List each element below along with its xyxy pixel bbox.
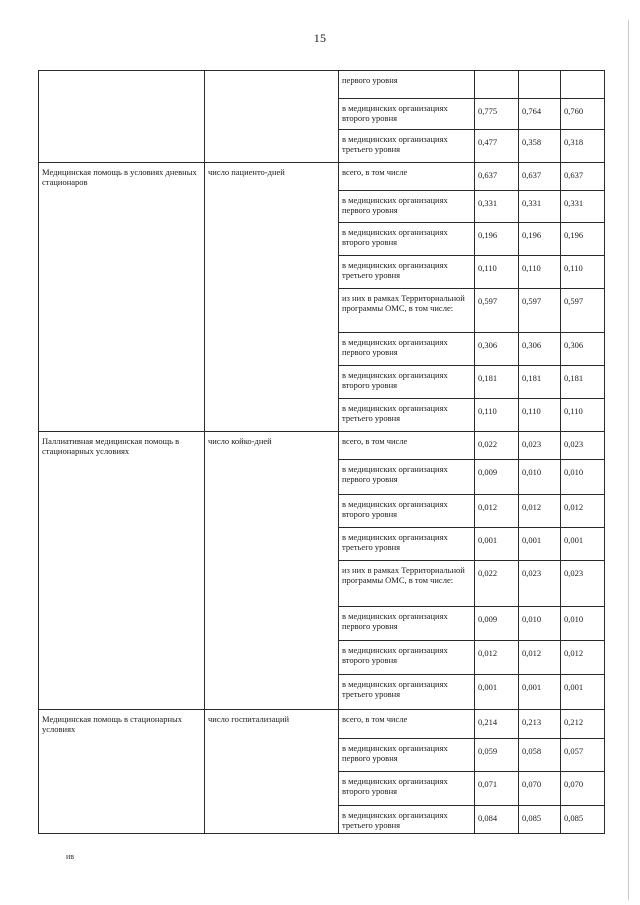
value-cell-1 [475, 71, 519, 99]
section-title: Медицинская помощь в стационарных условиях [39, 710, 205, 834]
volume-norms-table [38, 70, 605, 834]
value-cell-1: 0,071 [475, 772, 519, 806]
value-cell-3: 0,023 [561, 561, 605, 607]
category-cell: в медицинских организациях третьего уровня [339, 675, 475, 710]
value-cell-3: 0,196 [561, 223, 605, 256]
table-row [39, 71, 605, 99]
category-cell: в медицинских организациях третьего уровня [339, 256, 475, 289]
section-title: Медицинская помощь в условиях дневных стационаров [39, 163, 205, 432]
table-row [39, 710, 605, 739]
page-number: 15 [313, 31, 327, 45]
category-cell: в медицинских организациях первого уровня [339, 739, 475, 772]
value-cell-1: 0,181 [475, 366, 519, 399]
value-cell-3: 0,318 [561, 130, 605, 163]
category-cell: в медицинских организациях первого уровня [339, 460, 475, 495]
value-cell-2: 0,012 [519, 495, 561, 528]
value-cell-1: 0,012 [475, 495, 519, 528]
value-cell-2: 0,012 [519, 641, 561, 675]
category-cell: в медицинских организациях второго уровня [339, 223, 475, 256]
value-cell-2: 0,358 [519, 130, 561, 163]
value-cell-3: 0,010 [561, 607, 605, 641]
value-cell-2: 0,085 [519, 806, 561, 834]
value-cell-3 [561, 71, 605, 99]
category-cell: в медицинских организациях второго уровня [339, 641, 475, 675]
section-title: Паллиативная медицинская помощь в стационарных условиях [39, 432, 205, 710]
value-cell-3: 0,001 [561, 528, 605, 561]
category-cell: в медицинских организациях третьего уровня [339, 528, 475, 561]
category-cell: в медицинских организациях первого уровня [339, 333, 475, 366]
value-cell-3: 0,012 [561, 495, 605, 528]
value-cell-3: 0,010 [561, 460, 605, 495]
value-cell-1: 0,306 [475, 333, 519, 366]
value-cell-1: 0,084 [475, 806, 519, 834]
category-cell: в медицинских организациях второго уровня [339, 99, 475, 130]
value-cell-2: 0,110 [519, 256, 561, 289]
value-cell-1: 0,059 [475, 739, 519, 772]
value-cell-2: 0,213 [519, 710, 561, 739]
category-cell: всего, в том числе [339, 163, 475, 191]
value-cell-3: 0,110 [561, 399, 605, 432]
value-cell-1: 0,331 [475, 191, 519, 223]
category-cell: из них в рамках Территориальной программы ОМС, в том числе: [339, 289, 475, 333]
value-cell-3: 0,597 [561, 289, 605, 333]
value-cell-3: 0,212 [561, 710, 605, 739]
value-cell-1: 0,110 [475, 399, 519, 432]
value-cell-3: 0,023 [561, 432, 605, 460]
value-cell-2: 0,001 [519, 528, 561, 561]
value-cell-2: 0,597 [519, 289, 561, 333]
value-cell-1: 0,022 [475, 561, 519, 607]
value-cell-2: 0,001 [519, 675, 561, 710]
value-cell-1: 0,597 [475, 289, 519, 333]
value-cell-1: 0,477 [475, 130, 519, 163]
table-row [39, 163, 605, 191]
value-cell-2: 0,764 [519, 99, 561, 130]
value-cell-1: 0,775 [475, 99, 519, 130]
value-cell-1: 0,196 [475, 223, 519, 256]
category-cell: в медицинских организациях третьего уровня [339, 130, 475, 163]
table-row [39, 432, 605, 460]
value-cell-2: 0,637 [519, 163, 561, 191]
value-cell-1: 0,110 [475, 256, 519, 289]
value-cell-3: 0,085 [561, 806, 605, 834]
footer-mark: ив [66, 852, 75, 861]
value-cell-2: 0,010 [519, 607, 561, 641]
category-cell: в медицинских организациях первого уровня [339, 191, 475, 223]
value-cell-3: 0,306 [561, 333, 605, 366]
category-cell: в медицинских организациях третьего уровня [339, 806, 475, 834]
value-cell-3: 0,110 [561, 256, 605, 289]
value-cell-3: 0,001 [561, 675, 605, 710]
value-cell-3: 0,760 [561, 99, 605, 130]
value-cell-2: 0,023 [519, 561, 561, 607]
value-cell-1: 0,001 [475, 675, 519, 710]
value-cell-2: 0,306 [519, 333, 561, 366]
value-cell-3: 0,331 [561, 191, 605, 223]
category-cell: всего, в том числе [339, 710, 475, 739]
value-cell-2: 0,181 [519, 366, 561, 399]
value-cell-3: 0,057 [561, 739, 605, 772]
value-cell-2 [519, 71, 561, 99]
unit-label: число койко-дней [205, 432, 339, 710]
unit-label: число пациенто-дней [205, 163, 339, 432]
category-cell: в медицинских организациях второго уровня [339, 772, 475, 806]
value-cell-1: 0,001 [475, 528, 519, 561]
category-cell: в медицинских организациях первого уровня [339, 607, 475, 641]
value-cell-1: 0,637 [475, 163, 519, 191]
category-cell: первого уровня [339, 71, 475, 99]
value-cell-2: 0,196 [519, 223, 561, 256]
value-cell-2: 0,070 [519, 772, 561, 806]
value-cell-3: 0,012 [561, 641, 605, 675]
scan-edge-line [628, 20, 629, 900]
category-cell: из них в рамках Территориальной программы ОМС, в том числе: [339, 561, 475, 607]
value-cell-1: 0,022 [475, 432, 519, 460]
value-cell-1: 0,009 [475, 460, 519, 495]
value-cell-1: 0,214 [475, 710, 519, 739]
unit-cell [205, 71, 339, 163]
unit-label: число госпитализаций [205, 710, 339, 834]
category-cell: в медицинских организациях второго уровня [339, 495, 475, 528]
category-cell: в медицинских организациях второго уровня [339, 366, 475, 399]
value-cell-2: 0,023 [519, 432, 561, 460]
value-cell-1: 0,012 [475, 641, 519, 675]
value-cell-3: 0,181 [561, 366, 605, 399]
value-cell-2: 0,058 [519, 739, 561, 772]
category-cell: всего, в том числе [339, 432, 475, 460]
value-cell-3: 0,637 [561, 163, 605, 191]
value-cell-1: 0,009 [475, 607, 519, 641]
section-cell [39, 71, 205, 163]
value-cell-2: 0,110 [519, 399, 561, 432]
category-cell: в медицинских организациях третьего уровня [339, 399, 475, 432]
value-cell-3: 0,070 [561, 772, 605, 806]
value-cell-2: 0,331 [519, 191, 561, 223]
value-cell-2: 0,010 [519, 460, 561, 495]
